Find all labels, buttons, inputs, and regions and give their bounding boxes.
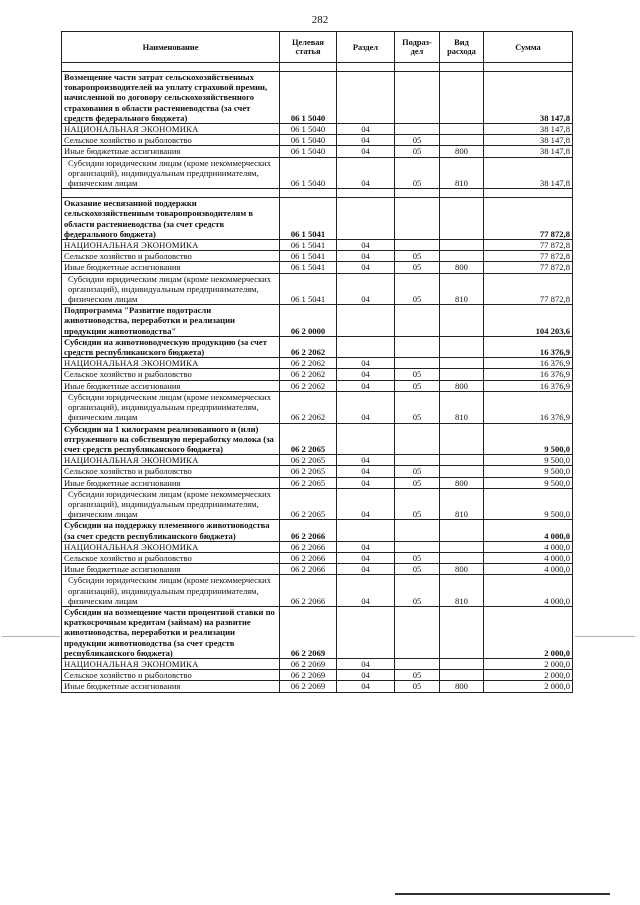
- cell-sub: 05: [395, 262, 440, 273]
- cell-typ: 800: [440, 681, 484, 692]
- table-row: [62, 564, 573, 575]
- cell-typ: 810: [440, 157, 484, 189]
- cell-code: 06 1 5041: [280, 240, 337, 251]
- header-type: Вид расхода: [440, 32, 484, 63]
- cell-sub: [395, 336, 440, 357]
- table-row: [62, 670, 573, 681]
- cell-name: Возмещение части затрат сельскохозяйственных товаропроизводителей на уплату страховой премии, начисленной по договору сельскохозяйственного страхования в области растениеводства (за счет средств федерального бюджета): [62, 72, 280, 124]
- cell-sub: 05: [395, 380, 440, 391]
- cell-name: Субсидии юридическим лицам (кроме некоммерческих организаций), индивидуальным предпринимателям, физическим лицам: [62, 391, 280, 423]
- cell-typ: [440, 124, 484, 135]
- cell-typ: [440, 305, 484, 337]
- cell-sum: 4 000,0: [484, 564, 573, 575]
- table-row: [62, 423, 573, 455]
- cell-sum: 9 500,0: [484, 466, 573, 477]
- empty-cell: [484, 63, 573, 72]
- header-sum: Сумма: [484, 32, 573, 63]
- cell-sec: [337, 336, 395, 357]
- table-row: [62, 391, 573, 423]
- cell-sec: 04: [337, 380, 395, 391]
- cell-code: 06 2 2066: [280, 552, 337, 563]
- cell-name: НАЦИОНАЛЬНАЯ ЭКОНОМИКА: [62, 455, 280, 466]
- cell-typ: 800: [440, 477, 484, 488]
- cell-code: 06 2 2069: [280, 670, 337, 681]
- table-row: [62, 552, 573, 563]
- cell-sub: 05: [395, 552, 440, 563]
- cell-typ: [440, 658, 484, 669]
- cell-typ: 810: [440, 488, 484, 520]
- cell-typ: [440, 606, 484, 658]
- table-row: [62, 369, 573, 380]
- table-row: [62, 358, 573, 369]
- cell-sec: 04: [337, 488, 395, 520]
- cell-name: Сельское хозяйство и рыболовство: [62, 670, 280, 681]
- cell-sub: 05: [395, 681, 440, 692]
- cell-typ: 810: [440, 575, 484, 607]
- cell-sub: 05: [395, 466, 440, 477]
- cell-typ: [440, 670, 484, 681]
- cell-name: Иные бюджетные ассигнования: [62, 262, 280, 273]
- cell-code: 06 2 2065: [280, 455, 337, 466]
- cell-sec: 04: [337, 552, 395, 563]
- table-row: [62, 198, 573, 240]
- cell-sec: 04: [337, 273, 395, 305]
- cell-sec: 04: [337, 157, 395, 189]
- spacer-row: [62, 189, 573, 198]
- cell-typ: [440, 336, 484, 357]
- cell-code: 06 2 2069: [280, 606, 337, 658]
- header-section: Раздел: [337, 32, 395, 63]
- empty-cell: [62, 189, 280, 198]
- cell-typ: [440, 198, 484, 240]
- cell-sub: [395, 72, 440, 124]
- cell-typ: [440, 251, 484, 262]
- cell-sum: 77 872,8: [484, 262, 573, 273]
- cell-sec: [337, 198, 395, 240]
- cell-sub: [395, 124, 440, 135]
- cell-sub: 05: [395, 564, 440, 575]
- table-row: [62, 606, 573, 658]
- cell-name: Подпрограмма "Развитие подотрасли животноводства, переработки и реализации продукции животноводства": [62, 305, 280, 337]
- cell-sub: 05: [395, 488, 440, 520]
- cell-sec: 04: [337, 466, 395, 477]
- cell-sum: 38 147,8: [484, 157, 573, 189]
- cell-sec: 04: [337, 146, 395, 157]
- empty-cell: [280, 189, 337, 198]
- cell-name: Иные бюджетные ассигнования: [62, 564, 280, 575]
- table-row: [62, 380, 573, 391]
- cell-sub: 05: [395, 146, 440, 157]
- cell-sub: [395, 658, 440, 669]
- cell-sec: 04: [337, 262, 395, 273]
- spacer-row: [62, 63, 573, 72]
- cell-typ: 810: [440, 273, 484, 305]
- cell-name: Иные бюджетные ассигнования: [62, 380, 280, 391]
- table-row: [62, 336, 573, 357]
- cell-name: Субсидии юридическим лицам (кроме некоммерческих организаций), индивидуальным предпринимателям, физическим лицам: [62, 273, 280, 305]
- cell-code: 06 1 5040: [280, 157, 337, 189]
- cell-typ: [440, 240, 484, 251]
- empty-cell: [484, 189, 573, 198]
- table-row: [62, 455, 573, 466]
- cell-code: 06 2 2069: [280, 681, 337, 692]
- scan-artifact-line: [2, 636, 60, 637]
- empty-cell: [62, 63, 280, 72]
- cell-code: 06 2 2065: [280, 423, 337, 455]
- cell-sum: 4 000,0: [484, 520, 573, 541]
- cell-sec: [337, 520, 395, 541]
- cell-sub: [395, 305, 440, 337]
- cell-code: 06 1 5040: [280, 135, 337, 146]
- cell-sum: 38 147,8: [484, 146, 573, 157]
- cell-sub: 05: [395, 251, 440, 262]
- scan-artifact-line: [395, 893, 610, 895]
- cell-sum: 104 203,6: [484, 305, 573, 337]
- cell-sec: 04: [337, 135, 395, 146]
- cell-sum: 9 500,0: [484, 488, 573, 520]
- table-row: [62, 262, 573, 273]
- cell-sum: 9 500,0: [484, 455, 573, 466]
- cell-sec: 04: [337, 541, 395, 552]
- cell-sub: 05: [395, 369, 440, 380]
- cell-sub: 05: [395, 273, 440, 305]
- cell-name: НАЦИОНАЛЬНАЯ ЭКОНОМИКА: [62, 124, 280, 135]
- cell-sum: 2 000,0: [484, 658, 573, 669]
- table-row: [62, 124, 573, 135]
- table-row: [62, 477, 573, 488]
- table-row: [62, 575, 573, 607]
- cell-typ: [440, 72, 484, 124]
- cell-name: НАЦИОНАЛЬНАЯ ЭКОНОМИКА: [62, 358, 280, 369]
- cell-sum: 38 147,8: [484, 135, 573, 146]
- cell-name: Иные бюджетные ассигнования: [62, 681, 280, 692]
- cell-name: Сельское хозяйство и рыболовство: [62, 251, 280, 262]
- cell-code: 06 2 2066: [280, 541, 337, 552]
- cell-sec: 04: [337, 477, 395, 488]
- empty-cell: [280, 63, 337, 72]
- cell-sum: 4 000,0: [484, 552, 573, 563]
- cell-name: Субсидии на животноводческую продукцию (за счет средств республиканского бюджета): [62, 336, 280, 357]
- cell-sub: 05: [395, 135, 440, 146]
- scan-artifact-line: [575, 636, 635, 637]
- cell-sec: 04: [337, 658, 395, 669]
- table-row: [62, 135, 573, 146]
- cell-name: Субсидии на возмещение части процентной ставки по краткосрочным кредитам (займам) на развитие животноводства, переработки и реализации продукции животноводства (за счет средств республиканского бюджета): [62, 606, 280, 658]
- cell-code: 06 1 5040: [280, 124, 337, 135]
- cell-typ: [440, 552, 484, 563]
- cell-typ: [440, 455, 484, 466]
- cell-code: 06 2 2062: [280, 358, 337, 369]
- cell-sec: 04: [337, 564, 395, 575]
- cell-name: НАЦИОНАЛЬНАЯ ЭКОНОМИКА: [62, 240, 280, 251]
- cell-typ: 800: [440, 262, 484, 273]
- cell-code: 06 1 5041: [280, 251, 337, 262]
- cell-name: Сельское хозяйство и рыболовство: [62, 369, 280, 380]
- cell-sub: 05: [395, 477, 440, 488]
- cell-name: Субсидии на поддержку племенного животноводства (за счет средств республиканского бюджета): [62, 520, 280, 541]
- cell-name: Оказание несвязанной поддержки сельскохозяйственным товаропроизводителям в области растениеводства (за счет средств федерального бюджета): [62, 198, 280, 240]
- cell-typ: [440, 541, 484, 552]
- cell-name: Иные бюджетные ассигнования: [62, 146, 280, 157]
- cell-sub: [395, 520, 440, 541]
- cell-sum: 2 000,0: [484, 670, 573, 681]
- cell-sub: [395, 455, 440, 466]
- header-name: Наименование: [62, 32, 280, 63]
- table-row: [62, 305, 573, 337]
- table-row: [62, 157, 573, 189]
- cell-sub: [395, 358, 440, 369]
- table-row: [62, 72, 573, 124]
- cell-sum: 77 872,8: [484, 273, 573, 305]
- cell-sub: [395, 240, 440, 251]
- cell-typ: 800: [440, 146, 484, 157]
- cell-code: 06 2 2062: [280, 391, 337, 423]
- cell-code: 06 2 2066: [280, 564, 337, 575]
- cell-typ: [440, 520, 484, 541]
- header-subsection: Подраз-дел: [395, 32, 440, 63]
- cell-code: 06 1 5040: [280, 146, 337, 157]
- cell-sum: 38 147,8: [484, 124, 573, 135]
- cell-sec: 04: [337, 391, 395, 423]
- header-code: Целевая статья: [280, 32, 337, 63]
- empty-cell: [337, 63, 395, 72]
- cell-sec: 04: [337, 358, 395, 369]
- table-row: [62, 240, 573, 251]
- empty-cell: [395, 189, 440, 198]
- table-header-row: [62, 32, 573, 63]
- table-body: [62, 63, 573, 693]
- cell-sum: 77 872,8: [484, 251, 573, 262]
- cell-code: 06 2 0000: [280, 305, 337, 337]
- cell-name: НАЦИОНАЛЬНАЯ ЭКОНОМИКА: [62, 658, 280, 669]
- cell-sum: 4 000,0: [484, 541, 573, 552]
- cell-code: 06 2 2066: [280, 520, 337, 541]
- table-row: [62, 488, 573, 520]
- cell-code: 06 2 2065: [280, 488, 337, 520]
- cell-code: 06 2 2062: [280, 380, 337, 391]
- cell-sec: [337, 606, 395, 658]
- cell-name: Субсидии юридическим лицам (кроме некоммерческих организаций), индивидуальным предпринимателям, физическим лицам: [62, 575, 280, 607]
- cell-sec: 04: [337, 681, 395, 692]
- cell-sec: 04: [337, 670, 395, 681]
- cell-typ: 800: [440, 564, 484, 575]
- cell-sum: 2 000,0: [484, 606, 573, 658]
- cell-sec: 04: [337, 455, 395, 466]
- cell-name: Субсидии юридическим лицам (кроме некоммерческих организаций), индивидуальным предпринимателям, физическим лицам: [62, 157, 280, 189]
- cell-sum: 38 147,8: [484, 72, 573, 124]
- cell-sub: 05: [395, 670, 440, 681]
- cell-name: Сельское хозяйство и рыболовство: [62, 552, 280, 563]
- cell-typ: 800: [440, 380, 484, 391]
- cell-code: 06 2 2065: [280, 466, 337, 477]
- cell-sub: [395, 541, 440, 552]
- budget-table: [61, 31, 573, 693]
- cell-sub: [395, 423, 440, 455]
- cell-sec: 04: [337, 124, 395, 135]
- cell-name: Иные бюджетные ассигнования: [62, 477, 280, 488]
- table-row: [62, 251, 573, 262]
- cell-code: 06 2 2062: [280, 369, 337, 380]
- cell-sec: 04: [337, 240, 395, 251]
- cell-code: 06 1 5041: [280, 198, 337, 240]
- cell-code: 06 1 5041: [280, 262, 337, 273]
- table-row: [62, 541, 573, 552]
- cell-sec: [337, 72, 395, 124]
- empty-cell: [337, 189, 395, 198]
- cell-sub: [395, 606, 440, 658]
- cell-sec: [337, 423, 395, 455]
- cell-sub: 05: [395, 157, 440, 189]
- cell-name: Субсидии юридическим лицам (кроме некоммерческих организаций), индивидуальным предпринимателям, физическим лицам: [62, 488, 280, 520]
- empty-cell: [440, 63, 484, 72]
- cell-sum: 9 500,0: [484, 423, 573, 455]
- cell-name: Сельское хозяйство и рыболовство: [62, 135, 280, 146]
- cell-sum: 4 000,0: [484, 575, 573, 607]
- table-row: [62, 658, 573, 669]
- cell-typ: [440, 423, 484, 455]
- cell-sum: 16 376,9: [484, 336, 573, 357]
- cell-sum: 16 376,9: [484, 391, 573, 423]
- table-row: [62, 466, 573, 477]
- cell-sum: 77 872,8: [484, 198, 573, 240]
- cell-sum: 2 000,0: [484, 681, 573, 692]
- cell-sum: 77 872,8: [484, 240, 573, 251]
- cell-sum: 16 376,9: [484, 380, 573, 391]
- cell-name: НАЦИОНАЛЬНАЯ ЭКОНОМИКА: [62, 541, 280, 552]
- page-number: 282: [311, 14, 329, 26]
- table-row: [62, 273, 573, 305]
- cell-code: 06 2 2069: [280, 658, 337, 669]
- cell-sum: 16 376,9: [484, 358, 573, 369]
- table-row: [62, 681, 573, 692]
- cell-typ: 810: [440, 391, 484, 423]
- cell-name: Сельское хозяйство и рыболовство: [62, 466, 280, 477]
- cell-typ: [440, 466, 484, 477]
- cell-sub: 05: [395, 391, 440, 423]
- cell-code: 06 2 2065: [280, 477, 337, 488]
- cell-sub: [395, 198, 440, 240]
- cell-sec: [337, 305, 395, 337]
- empty-cell: [440, 189, 484, 198]
- cell-code: 06 1 5040: [280, 72, 337, 124]
- cell-sub: 05: [395, 575, 440, 607]
- cell-sum: 16 376,9: [484, 369, 573, 380]
- table-row: [62, 146, 573, 157]
- cell-typ: [440, 135, 484, 146]
- cell-code: 06 1 5041: [280, 273, 337, 305]
- empty-cell: [395, 63, 440, 72]
- cell-sec: 04: [337, 575, 395, 607]
- cell-typ: [440, 369, 484, 380]
- cell-typ: [440, 358, 484, 369]
- cell-sum: 9 500,0: [484, 477, 573, 488]
- cell-name: Субсидии на 1 килограмм реализованного и (или) отгруженного на собственную переработку молока (за счет средств республиканского бюджета): [62, 423, 280, 455]
- cell-code: 06 2 2066: [280, 575, 337, 607]
- cell-sec: 04: [337, 369, 395, 380]
- table-row: [62, 520, 573, 541]
- cell-sec: 04: [337, 251, 395, 262]
- cell-code: 06 2 2062: [280, 336, 337, 357]
